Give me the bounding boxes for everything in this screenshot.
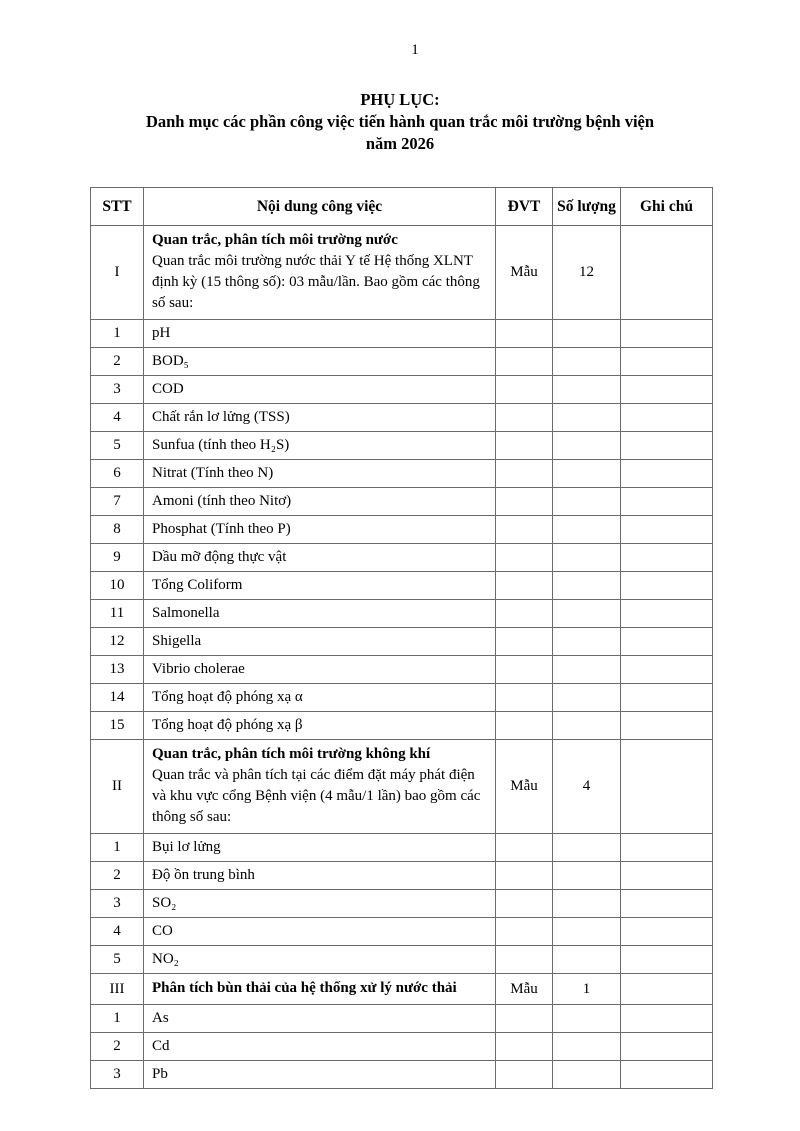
item-row: [91, 600, 713, 628]
dvt-cell: [496, 544, 553, 572]
work-item-text: Quan trắc môi trường nước thải Y tế Hệ thống XLNT định kỳ (15 thông số): 03 mẫu/lần. Bao gồm các thông số sau:: [152, 253, 480, 311]
work-items-table: [90, 187, 713, 1089]
note-cell: [621, 376, 713, 404]
work-item-text: Nitrat (Tính theo N): [152, 465, 274, 481]
stt-cell: 1: [91, 834, 144, 862]
note-cell: [621, 918, 713, 946]
dvt-cell: [496, 376, 553, 404]
work-item-text: Chất rắn lơ lửng (TSS): [152, 409, 290, 425]
title-block: [0, 89, 800, 154]
page-number: 1: [411, 42, 419, 58]
quantity-cell: [553, 1061, 621, 1089]
item-row: [91, 488, 713, 516]
stt-cell: 1: [91, 320, 144, 348]
note-cell: [621, 1061, 713, 1089]
header-dvt: ĐVT: [496, 188, 553, 226]
work-item-text: Độ ồn trung bình: [152, 867, 255, 883]
content-cell: [144, 226, 496, 320]
dvt-cell: [496, 1033, 553, 1061]
header-quantity: Số lượng: [553, 188, 621, 226]
dvt-cell: [496, 320, 553, 348]
header-content: Nội dung công việc: [144, 188, 496, 226]
content-cell: [144, 918, 496, 946]
quantity-cell: [553, 862, 621, 890]
stt-cell: 10: [91, 572, 144, 600]
note-cell: [621, 740, 713, 834]
item-row: [91, 862, 713, 890]
item-row: [91, 890, 713, 918]
quantity-cell: [553, 544, 621, 572]
dvt-cell: [496, 862, 553, 890]
content-cell: [144, 974, 496, 1005]
content-cell: [144, 862, 496, 890]
content-cell: [144, 1033, 496, 1061]
section-row: [91, 740, 713, 834]
stt-cell: II: [91, 740, 144, 834]
dvt-cell: [496, 834, 553, 862]
quantity-cell: [553, 348, 621, 376]
work-item-text: Tổng hoạt độ phóng xạ β: [152, 717, 303, 733]
quantity-cell: [553, 320, 621, 348]
quantity-cell: [553, 516, 621, 544]
dvt-cell: [496, 684, 553, 712]
item-row: [91, 656, 713, 684]
note-cell: [621, 684, 713, 712]
stt-cell: 4: [91, 918, 144, 946]
work-item-text: Tổng Coliform: [152, 577, 243, 593]
stt-cell: 5: [91, 432, 144, 460]
dvt-cell: Mẫu: [496, 226, 553, 320]
content-cell: [144, 572, 496, 600]
content-cell: [144, 1061, 496, 1089]
content-cell: [144, 946, 496, 974]
quantity-cell: [553, 1033, 621, 1061]
dvt-cell: Mẫu: [496, 740, 553, 834]
item-row: [91, 348, 713, 376]
content-cell: [144, 628, 496, 656]
quantity-cell: [553, 376, 621, 404]
work-item-text: Amoni (tính theo Nitơ): [152, 493, 292, 509]
quantity-cell: [553, 712, 621, 740]
note-cell: [621, 516, 713, 544]
dvt-cell: [496, 1005, 553, 1033]
stt-cell: 8: [91, 516, 144, 544]
note-cell: [621, 432, 713, 460]
content-cell: [144, 432, 496, 460]
note-cell: [621, 974, 713, 1005]
work-item-text: As: [152, 1010, 169, 1026]
content-cell: [144, 348, 496, 376]
stt-cell: 6: [91, 460, 144, 488]
note-cell: [621, 1033, 713, 1061]
dvt-cell: [496, 348, 553, 376]
quantity-cell: [553, 890, 621, 918]
dvt-cell: [496, 656, 553, 684]
quantity-cell: [553, 600, 621, 628]
dvt-cell: [496, 712, 553, 740]
item-row: [91, 1033, 713, 1061]
dvt-cell: [496, 600, 553, 628]
stt-cell: 3: [91, 376, 144, 404]
quantity-cell: [553, 572, 621, 600]
document-title: Danh mục các phần công việc tiến hành quan trắc môi trường bệnh viện: [145, 112, 655, 131]
work-item-text: Salmonella: [152, 605, 220, 621]
stt-cell: 14: [91, 684, 144, 712]
stt-cell: 5: [91, 946, 144, 974]
dvt-cell: [496, 628, 553, 656]
document-year: năm 2026: [365, 134, 435, 153]
quantity-cell: [553, 404, 621, 432]
work-item-text: NO₂: [152, 951, 179, 967]
content-cell: [144, 1005, 496, 1033]
item-row: [91, 572, 713, 600]
quantity-cell: [553, 946, 621, 974]
item-row: [91, 684, 713, 712]
quantity-cell: [553, 918, 621, 946]
quantity-cell: [553, 656, 621, 684]
work-item-text: Dầu mỡ động thực vật: [152, 549, 287, 565]
header-stt: STT: [91, 188, 144, 226]
section-title: Phân tích bùn thải của hệ thống xử lý nước thải: [152, 980, 457, 996]
note-cell: [621, 890, 713, 918]
note-cell: [621, 460, 713, 488]
stt-cell: 12: [91, 628, 144, 656]
work-item-text: Vibrio cholerae: [152, 661, 245, 677]
item-row: [91, 1005, 713, 1033]
work-item-text: Phosphat (Tính theo P): [152, 521, 291, 537]
item-row: [91, 834, 713, 862]
stt-cell: 2: [91, 1033, 144, 1061]
content-cell: [144, 488, 496, 516]
item-row: [91, 712, 713, 740]
table-header: [91, 188, 713, 226]
stt-cell: 7: [91, 488, 144, 516]
section-title: Quan trắc, phân tích môi trường không khí: [152, 746, 431, 762]
dvt-cell: [496, 572, 553, 600]
work-item-text: BOD₅: [152, 353, 189, 369]
stt-cell: 4: [91, 404, 144, 432]
content-cell: [144, 712, 496, 740]
content-cell: [144, 376, 496, 404]
note-cell: [621, 862, 713, 890]
work-item-text: SO₂: [152, 895, 177, 911]
table-body: [91, 226, 713, 1089]
stt-cell: 9: [91, 544, 144, 572]
item-row: [91, 404, 713, 432]
stt-cell: 2: [91, 862, 144, 890]
header-note: Ghi chú: [621, 188, 713, 226]
dvt-cell: [496, 918, 553, 946]
dvt-cell: [496, 460, 553, 488]
content-cell: [144, 600, 496, 628]
work-item-text: Shigella: [152, 633, 202, 649]
item-row: [91, 432, 713, 460]
dvt-cell: [496, 516, 553, 544]
work-item-text: Bụi lơ lửng: [152, 839, 221, 855]
work-item-text: Sunfua (tính theo H₂S): [152, 437, 290, 453]
note-cell: [621, 404, 713, 432]
quantity-cell: [553, 834, 621, 862]
stt-cell: 3: [91, 1061, 144, 1089]
content-cell: [144, 460, 496, 488]
item-row: [91, 544, 713, 572]
appendix-title: PHỤ LỤC:: [360, 90, 440, 109]
work-item-text: Cd: [152, 1038, 170, 1054]
quantity-cell: [553, 684, 621, 712]
dvt-cell: [496, 404, 553, 432]
item-row: [91, 320, 713, 348]
work-item-text: CO: [152, 923, 173, 939]
item-row: [91, 628, 713, 656]
stt-cell: 1: [91, 1005, 144, 1033]
dvt-cell: [496, 488, 553, 516]
note-cell: [621, 712, 713, 740]
quantity-cell: 4: [553, 740, 621, 834]
item-row: [91, 918, 713, 946]
stt-cell: 13: [91, 656, 144, 684]
stt-cell: I: [91, 226, 144, 320]
dvt-cell: [496, 1061, 553, 1089]
dvt-cell: [496, 432, 553, 460]
stt-cell: 2: [91, 348, 144, 376]
note-cell: [621, 572, 713, 600]
item-row: [91, 460, 713, 488]
stt-cell: III: [91, 974, 144, 1005]
dvt-cell: [496, 890, 553, 918]
note-cell: [621, 600, 713, 628]
content-cell: [144, 890, 496, 918]
dvt-cell: [496, 946, 553, 974]
note-cell: [621, 348, 713, 376]
note-cell: [621, 656, 713, 684]
header-row: [91, 188, 713, 226]
note-cell: [621, 946, 713, 974]
work-item-text: Pb: [152, 1066, 168, 1082]
section-row: [91, 226, 713, 320]
work-item-text: Tổng hoạt độ phóng xạ α: [152, 689, 303, 705]
quantity-cell: [553, 432, 621, 460]
content-cell: [144, 320, 496, 348]
quantity-cell: [553, 628, 621, 656]
note-cell: [621, 1005, 713, 1033]
item-row: [91, 1061, 713, 1089]
note-cell: [621, 544, 713, 572]
section-row: [91, 974, 713, 1005]
note-cell: [621, 628, 713, 656]
note-cell: [621, 226, 713, 320]
note-cell: [621, 320, 713, 348]
work-item-text: COD: [152, 381, 184, 397]
content-cell: [144, 516, 496, 544]
item-row: [91, 516, 713, 544]
item-row: [91, 376, 713, 404]
quantity-cell: [553, 460, 621, 488]
quantity-cell: [553, 488, 621, 516]
quantity-cell: 12: [553, 226, 621, 320]
note-cell: [621, 834, 713, 862]
dvt-cell: Mẫu: [496, 974, 553, 1005]
note-cell: [621, 488, 713, 516]
section-title: Quan trắc, phân tích môi trường nước: [152, 232, 398, 248]
quantity-cell: 1: [553, 974, 621, 1005]
content-cell: [144, 684, 496, 712]
work-item-text: pH: [152, 325, 171, 341]
item-row: [91, 946, 713, 974]
content-cell: [144, 740, 496, 834]
quantity-cell: [553, 1005, 621, 1033]
stt-cell: 3: [91, 890, 144, 918]
work-item-text: Quan trắc và phân tích tại các điểm đặt máy phát điện và khu vực cổng Bệnh viện (4 mẫu/1 lần) bao gồm các thông số sau:: [152, 767, 481, 825]
content-cell: [144, 544, 496, 572]
stt-cell: 15: [91, 712, 144, 740]
stt-cell: 11: [91, 600, 144, 628]
content-cell: [144, 656, 496, 684]
content-cell: [144, 834, 496, 862]
content-cell: [144, 404, 496, 432]
